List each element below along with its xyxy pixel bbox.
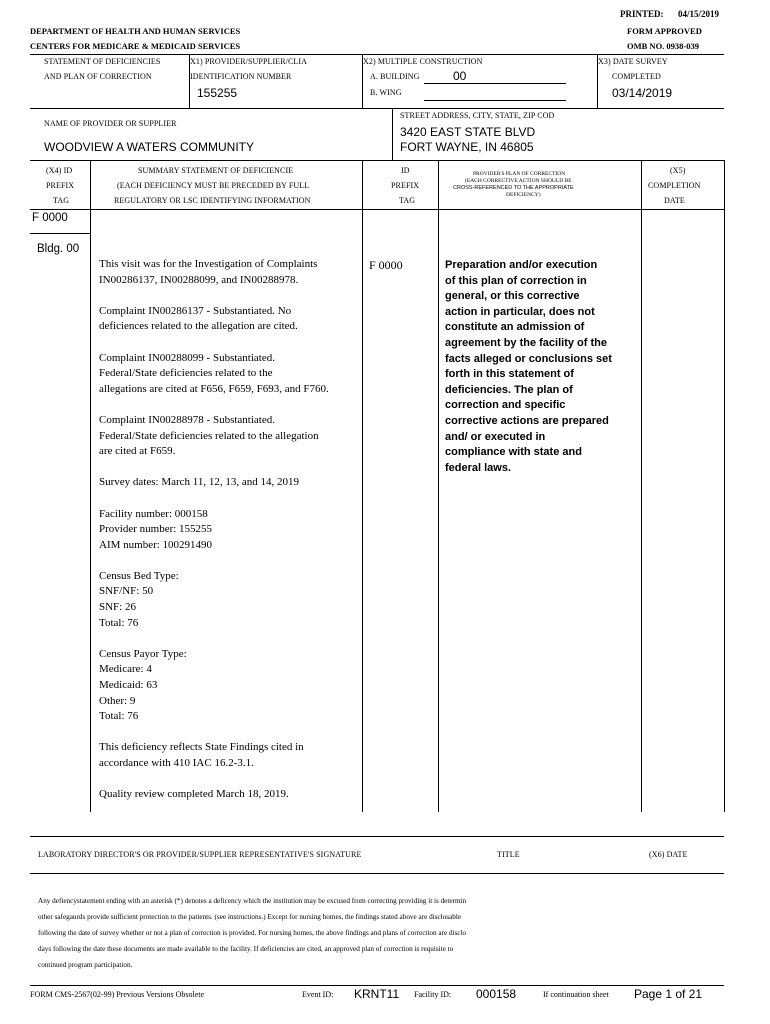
summary-line: SNF/NF: 50 — [99, 585, 154, 598]
date-label: (X6) DATE — [649, 850, 688, 859]
x4-header-1: (X4) ID — [46, 166, 73, 175]
plan-line: constitute an admission of — [445, 321, 585, 334]
page-number: Page 1 of 21 — [634, 987, 703, 1001]
building-underline — [424, 83, 566, 84]
building-value: 00 — [453, 69, 467, 83]
form-number: FORM CMS-2567(02-99) Previous Versions Obsolete — [30, 990, 205, 999]
wing-underline — [424, 100, 566, 101]
summary-line: Complaint IN00288978 - Substantiated. — [99, 413, 275, 426]
rule — [30, 160, 724, 161]
event-id-label: Event ID: — [302, 990, 334, 999]
plan-line: of this plan of correction in — [445, 274, 587, 287]
form-approved: FORM APPROVED — [627, 26, 702, 36]
disclaimer-line: Any defiencystatement ending with an asterisk (*) denotes a deficency which the institution may be excused from correcting providing it is determin — [38, 897, 467, 905]
disclaimer-line: other safegaurds provide sufficient protection to the patients. (see instructions.) Except for nursing homes, the findings stated above are disclosable — [38, 913, 462, 921]
plan-line: and/ or executed in — [445, 430, 546, 443]
summary-line: This deficiency reflects State Findings cited in — [99, 741, 304, 754]
disclaimer-line: following the date of survey whether or not a plan of correction is provided. For nursing homes, the above findings and plans of correction are disclo — [38, 929, 467, 937]
summary-line: Total: 76 — [99, 616, 139, 629]
provider-name-label: NAME OF PROVIDER OR SUPPLIER — [44, 119, 177, 128]
event-id-value: KRNT11 — [354, 987, 400, 1001]
x4-header-3: TAG — [53, 196, 70, 205]
summary-line: accordance with 410 IAC 16.2-3.1. — [99, 757, 254, 769]
rule — [30, 836, 724, 837]
plan-line: action in particular, does not — [445, 305, 595, 318]
statement-label-1: STATEMENT OF DEFICIENCIES — [44, 57, 161, 66]
summary-line: This visit was for the Investigation of Complaints — [99, 258, 318, 270]
address-street: 3420 EAST STATE BLVD — [400, 125, 536, 139]
x5-header-1: (X5) — [670, 166, 686, 175]
rule — [30, 985, 724, 986]
plan-header-4: DEFICIENCY) — [506, 192, 541, 198]
rule — [30, 873, 724, 874]
disclaimer-line: days following the date these documents are made available to the facility. If deficiencies are cited, an approved plan of correction is requisite to — [38, 945, 454, 953]
column-divider — [362, 160, 363, 812]
summary-paragraph — [99, 507, 361, 554]
plan-line: facts alleged or conclusions set — [445, 352, 612, 365]
survey-date-value: 03/14/2019 — [612, 86, 673, 100]
printed-date: 04/15/2019 — [678, 9, 720, 19]
x1-label-1: X1) PROVIDER/SUPPLIER/CLIA — [190, 57, 308, 66]
summary-statement — [99, 257, 361, 818]
summary-line: are cited at F659. — [99, 445, 176, 458]
summary-line: Survey dates: March 11, 12, 13, and 14, 2019 — [99, 476, 300, 489]
summary-line: Quality review completed March 18, 2019. — [99, 788, 289, 801]
building-label: A. BUILDING — [370, 72, 420, 81]
plan-header-1: PROVIDER'S PLAN OF CORRECTION — [473, 171, 566, 177]
disclaimer — [38, 893, 728, 973]
x1-label-2: IDENTIFICATION NUMBER — [190, 72, 292, 81]
department-title: DEPARTMENT OF HEALTH AND HUMAN SERVICES — [30, 26, 241, 36]
divider — [392, 108, 393, 160]
plan-line: corrective actions are prepared — [445, 414, 609, 427]
column-divider — [724, 160, 725, 812]
summary-paragraph — [99, 647, 361, 725]
rule — [30, 108, 724, 109]
plan-line: forth in this statement of — [445, 368, 574, 381]
x4-header-2: PREFIX — [46, 181, 75, 190]
summary-line: Medicaid: 63 — [99, 679, 158, 692]
omb-number: OMB NO. 0938-039 — [627, 41, 700, 51]
plan-line: correction and specific — [445, 399, 566, 412]
id-header-1: ID — [401, 166, 410, 175]
provider-id-value: 155255 — [197, 86, 238, 100]
plan-line: general, or this corrective — [445, 290, 580, 303]
building-tag: Bldg. 00 — [37, 243, 80, 255]
summary-line: Complaint IN00286137 - Substantiated. No — [99, 304, 292, 317]
summary-header-3: REGULATORY OR LSC IDENTIFYING INFORMATION — [114, 196, 311, 205]
x5-header-2: COMPLETION — [648, 181, 701, 190]
plan-header-2: (EACH CORRECTIVE ACTION SHOULD BE — [465, 178, 572, 184]
summary-line: Federal/State deficiencies related to the allegation — [99, 429, 319, 442]
plan-line: compliance with state and — [445, 446, 582, 459]
summary-line: deficiences related to the allegation are cited. — [99, 320, 298, 333]
tag-box-bottom — [30, 233, 90, 234]
column-divider — [438, 160, 439, 812]
summary-line: allegations are cited at F656, F659, F693, and F760. — [99, 382, 329, 395]
plan-line: deficiencies. The plan of — [445, 383, 573, 396]
summary-header-1: SUMMARY STATEMENT OF DEFICIENCIE — [138, 166, 294, 175]
summary-line: Complaint IN00288099 - Substantiated. — [99, 351, 275, 364]
address-label: STREET ADDRESS, CITY, STATE, ZIP COD — [400, 111, 555, 120]
summary-paragraph — [99, 351, 361, 398]
signature-label: LABORATORY DIRECTOR'S OR PROVIDER/SUPPLIER REPRESENTATIVE'S SIGNATURE — [38, 850, 362, 859]
x2-label: X2) MULTIPLE CONSTRUCTION — [363, 57, 483, 66]
facility-id-value: 000158 — [476, 987, 517, 1001]
address-city: FORT WAYNE, IN 46805 — [400, 140, 534, 154]
summary-line: Other: 9 — [99, 694, 136, 707]
plan-header-3: CROSS-REFERENCED TO THE APPROPRIATE — [453, 185, 574, 191]
disclaimer-line: continued program participation. — [38, 961, 133, 969]
summary-paragraph — [99, 787, 361, 803]
summary-line: Facility number: 000158 — [99, 507, 208, 520]
plan-line: federal laws. — [445, 461, 512, 474]
summary-line: IN00286137, IN00288099, and IN00288978. — [99, 273, 299, 286]
provider-name: WOODVIEW A WATERS COMMUNITY — [44, 140, 254, 154]
summary-paragraph — [99, 413, 361, 460]
summary-line: Provider number: 155255 — [99, 523, 213, 536]
summary-line: Medicare: 4 — [99, 663, 152, 676]
title-label: TITLE — [497, 850, 520, 859]
plan-line: Preparation and/or execution — [445, 259, 598, 271]
column-divider — [641, 160, 642, 812]
summary-line: Census Bed Type: — [99, 569, 179, 582]
id-header-2: PREFIX — [391, 181, 420, 190]
continuation-label: If continuation sheet — [543, 990, 609, 999]
rule — [30, 54, 724, 55]
summary-header-2: (EACH DEFICIENCY MUST BE PRECEDED BY FULL — [117, 181, 310, 190]
wing-label: B. WING — [370, 88, 402, 97]
summary-paragraph — [99, 475, 361, 491]
summary-line: SNF: 26 — [99, 601, 136, 614]
x3-label-1: X3) DATE SURVEY — [598, 57, 668, 66]
summary-paragraph — [99, 304, 361, 335]
rule — [30, 209, 724, 210]
id-prefix-tag: F 0000 — [369, 258, 403, 272]
summary-line: Census Payor Type: — [99, 647, 187, 660]
column-divider — [90, 160, 91, 812]
plan-line: agreement by the facility of the — [445, 336, 607, 349]
plan-of-correction — [445, 258, 640, 476]
summary-line: Total: 76 — [99, 710, 139, 723]
x5-header-3: DATE — [664, 196, 685, 205]
deficiency-tag: F 0000 — [32, 212, 68, 224]
summary-paragraph — [99, 257, 361, 288]
id-header-3: TAG — [399, 196, 416, 205]
summary-line: AIM number: 100291490 — [99, 538, 213, 551]
statement-label-2: AND PLAN OF CORRECTION — [44, 72, 152, 81]
summary-paragraph — [99, 740, 361, 771]
summary-line: Federal/State deficiencies related to the — [99, 367, 273, 380]
centers-title: CENTERS FOR MEDICARE & MEDICAID SERVICES — [30, 41, 241, 51]
x3-label-2: COMPLETED — [612, 72, 661, 81]
summary-paragraph — [99, 569, 361, 631]
facility-id-label: Facility ID: — [414, 990, 452, 999]
printed-label: PRINTED: — [620, 9, 664, 19]
